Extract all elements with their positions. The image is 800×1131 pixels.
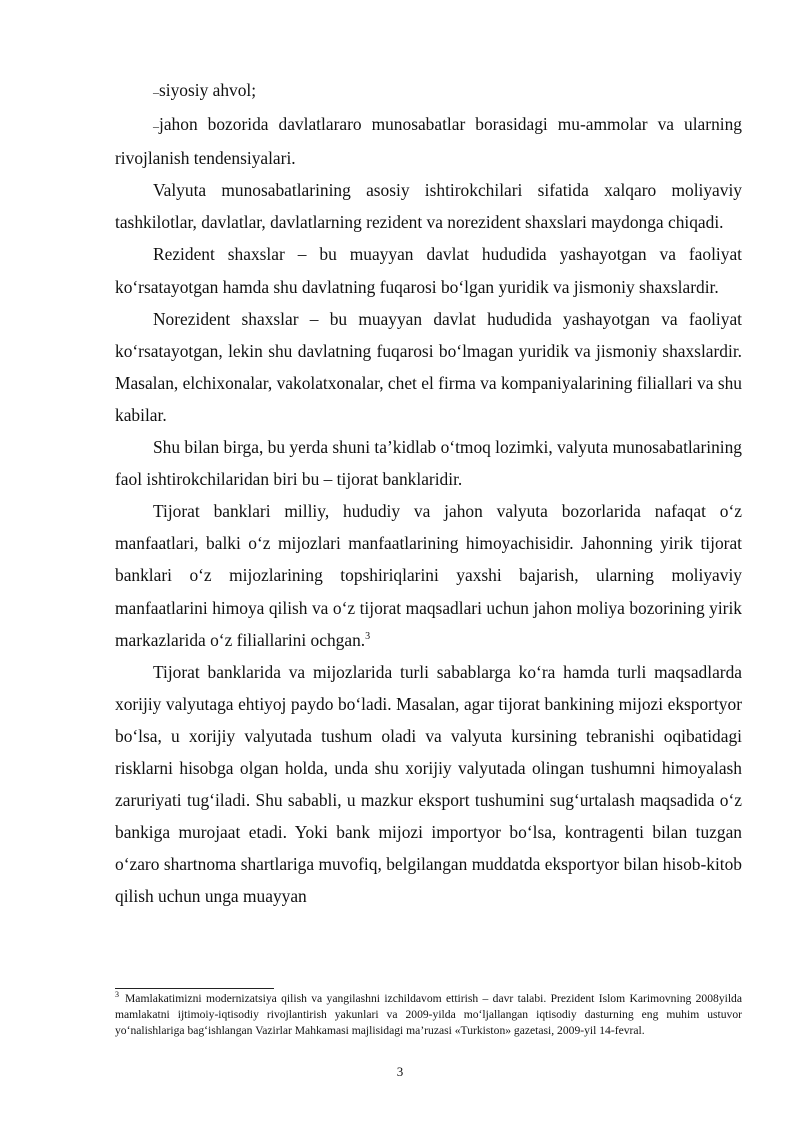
footnote-reference[interactable]: 3 xyxy=(365,630,371,642)
paragraph: Valyuta munosabatlarining asosiy ishtirokchilari sifatida xalqaro moliyaviy tashkilotlar, davlatlar, davlatlarning rezident va norezident shaxslari maydonga chiqadi. xyxy=(115,180,742,233)
bullet-text: siyosiy ahvol; xyxy=(159,80,257,100)
bullet-item xyxy=(115,74,742,108)
paragraph: Rezident shaxslar – bu muayyan davlat hududida yashayotgan va faoliyat ko‘rsatayotgan hamda shu davlatning fuqarosi bo‘lgan yuridik va jismoniy shaxslardir. xyxy=(115,244,742,297)
page-number: 3 xyxy=(396,1064,404,1079)
bullet-dash: – xyxy=(153,119,159,134)
footnote-text: Mamlakatimizni modernizatsiya qilish va yangilashni izchildavom ettirish – davr talabi. Prezident Islom Karimovning 2008yilda mamlakatni ijtimoiy-iqtisodiy rivojlantirish yakunlari va 2009-yilda mo‘ljallangan iqtisodiy dasturning eng muhim ustuvor yo‘nalishlariga bag‘ishlangan Vazirlar Mahkamasi majlisidagi ma’ruzasi «Turkiston» gazetasi, 2009-yil 14-fevral. xyxy=(115,992,742,1037)
footnote xyxy=(115,991,742,1039)
paragraph: Tijorat banklarida va mijozlarida turli sabablarga ko‘ra hamda turli maqsadlarda xorijiy valyutaga ehtiyoj paydo bo‘ladi. Masalan, agar tijorat bankining mijozi eksportyor bo‘lsa, u xorijiy valyutada tushum oladi va valyuta kursining tebranishi oqibatidagi risklarni hisobga olgan holda, unda shu xorijiy valyutada olingan tushumni himoyalash zaruriyati tug‘iladi. Shu sababli, u mazkur eksport tushumini sug‘urtalash maqsadida o‘z bankiga murojaat etadi. Yoki bank mijozi importyor bo‘lsa, kontragenti bilan tuzgan o‘zaro shartnoma shartlariga muvofiq, belgilangan muddatda eksportyor bilan hisob-kitob qilish uchun unga muayyan xyxy=(115,661,742,907)
footnote-separator xyxy=(115,988,274,989)
paragraph xyxy=(115,495,742,655)
bullet-text: jahon bozorida davlatlararo munosabatlar borasidagi mu-ammolar va ularning rivojlanish tendensiyalari. xyxy=(115,114,742,169)
paragraph-text: Tijorat banklari milliy, hududiy va jahon valyuta bozorlarida nafaqat o‘z manfaatlari, balki o‘z mijozlari manfaatlarining himoyachisidir. Jahonning yirik tijorat banklari o‘z mijozlarining topshiriqlarini yaxshi bajarish, ularning moliyaviy manfaatlarini himoya qilish va o‘z tijorat maqsadlari uchun jahon moliya bozorining yirik markazlarida o‘z filiallarini ochgan. xyxy=(115,501,742,650)
paragraph: Norezident shaxslar – bu muayyan davlat hududida yashayotgan va faoliyat ko‘rsatayotgan, lekin shu davlatning fuqarosi bo‘lmagan yuridik va jismoniy shaxslardir. Masalan, elchixonalar, vakolatxonalar, chet el firma va kompaniyalarining filiallari va shu kabilar. xyxy=(115,308,742,425)
bullet-item xyxy=(115,108,742,174)
body-text xyxy=(115,74,742,912)
footnote-marker: 3 xyxy=(115,990,119,1000)
paragraph: Shu bilan birga, bu yerda shuni ta’kidlab o‘tmoq lozimki, valyuta munosabatlarining faol ishtirokchilaridan biri bu – tijorat banklaridir. xyxy=(115,437,742,490)
bullet-dash: – xyxy=(153,85,159,99)
